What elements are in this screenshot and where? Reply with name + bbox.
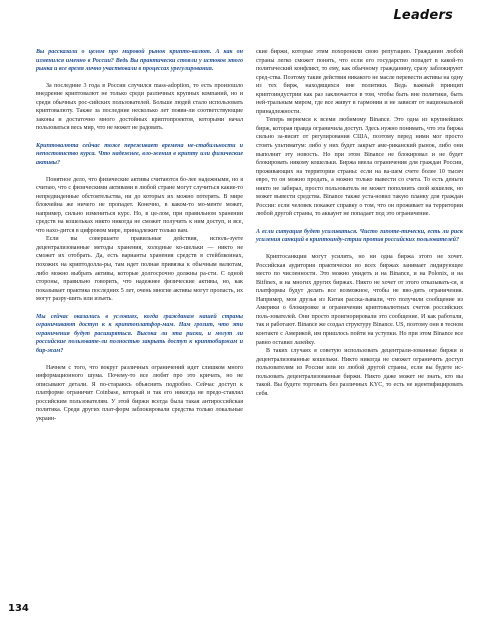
article-column-left <box>36 48 243 423</box>
article-paragraph: За последние 3 года в России случился mass-adoption, то есть произошло внедрение криптовалют не только среди различных крупных компаний, но и среди обычных рос-сийских пользователей. Больше людей стало использовать криптовалюту. Также за последние несколько лет появи-ли соответствующие законы и достаточно много достойных криптопроектов, которыми начал пользоваться весь мир, что не может не радовать. <box>36 82 243 132</box>
article-paragraph: Криптосанкции могут усилить, но ни одна биржа этого не хочет. Российская аудитория практически во всех биржах занимает лидирующее место по численности. Это можно увидеть и на Binance, и на Polonix, и на Bitfinex, и на многих других биржах. Никто не хочет от этого отказывать-ся, я платформы будут делать все возможное, чтобы не вво-дить ограничения. Например, мои друзья из Китая расска-зывали, что получили сообщение из Америки о блокировке и ограничении криптовалютных счетов российских поль-зователей. Они просто проигнорировали это сообщение. И как работали, так и работают. Binance же создал структуру Binance. US, поэтому они в тесном контакте с Америкой, им пришлось пойти на уступки. Но при этом Binance все равно оставил лазейку. <box>256 254 463 346</box>
article-paragraph: ские биржи, которые этим похоронили свою репутацию. Гражданин любой страны легко сможет понять, что если его государство попадет в какой-то политический конфликт, то ему, как обычному гражданину, сразу заблокируют сред-ства. Поэтому такие действия никакого не масле перевести активы на одну из тех бирж, находящихся вне политики. Ведь важный принцип криптоиндустрии как раз заключается в том, чтобы быть вне политики, быть ней-тральным миром, где все живут в гармонии и не зависят от национальной принадлежности. <box>256 49 463 115</box>
article-paragraph: Если вы совершаете правильные действия, исполь-зуете децентрализованные методы хранения, холодные ко-шельки — никто не сможет их отобрать. Да, есть варианты хранения средств в стейблкоинах, похожих на криптодолла-ры, там идет полная привязка к обычным валютам, либо можно выбрать активы, которые долгосрочно должны ра-сти. С одной стороны, правильно говорить, что надежнее физические активы, но, как показывает практика последних 5 лет, очень многие активы могут пропасть, их могут разру-шить или изъять. <box>36 236 243 303</box>
article-column-right <box>256 48 463 398</box>
page-number: 134 <box>8 603 29 614</box>
article-paragraph: В таких случаях я советую использовать децентрали-зованные биржи и децентрализованные кошельки. Никто никогда не сможет ограничить доступ пользователям из России или из любой другой страны, если вы будете ис-пользовать децентрализованные биржи. Никто даже может не знать, кто вы такой. Вы будете торговать без различных KYC, то есть не идентифицировать себя. <box>256 348 463 397</box>
interview-question: Мы сейчас оказались в условиях, когда гражданам нашей страны ограничивают доступ к к криптоплатфор-мам. Нам грозит, что эти ограничения будут расширяться. Высока ли эта риски, и могут ли российские пользовате-ли полностью закрыть доступ к криптобиржам и бир-жам? <box>36 313 243 354</box>
brand-logo: Leaders <box>393 8 453 23</box>
interview-question: А если ситуация будет усиливаться. Чисто гипоте-тически, есть ли риск усиления санкций в криптоинду-стрии против российских пользователей? <box>256 228 463 244</box>
article-paragraph: Понятное дело, что физические активы считаются бо-лее надежными, но я считаю, что с физическими активами в любой стране могут случиться какие-то непредвиденные обстоятельства, ни до которых их можно потерять. В мире блокчейна же ничего не пропадет. Конечно, в каком-то мо-менте может, например, сильно измениться курс. Но, в це-лом, при правильном хранении средств на кошельках никто никогда не сможет получить к ним доступ, и все, что нахо-дится в цифровом мире, принадлежит только вам. <box>36 176 243 234</box>
article-paragraph: Начнем с того, что вокруг различных ограничений идет слишком много информационного шума. Почему-то все любят про это кричать, но не описывают детали. Я по-стараюсь объяснить подробно. Сейчас доступ к платформе ограничит Coinbase, который и так его никогда не предо-ставлял российским пользователям. У этой биржи всегда была такая антироссийская политика. Среди других плат-форм заблокировали средства только локальные украин- <box>36 364 243 422</box>
interview-question: Криптовалюта сейчас тоже переживает времена не-стабильности и непостоянство курса. Что надежнее, вло-жения в крипту или физические активы? <box>36 142 243 167</box>
article-paragraph: Теперь вернемся к всеми любимому Binance. Это одна из крупнейших бирж, которая правда ограничила доступ. Здесь нужно понимать, что эта биржа сильно за-висит от регулирования США, поэтому перед ними мог просто стоять ультиматум: либо у них будет закрыт аме-риканский рынок, либо они выполнят эту новость. Но при этом Binance не блокировал и не будет блокировать никому кошельки. Биржа ввела ограничения для граждан России, проживающих на территории страны: если на ва-шем счете более 10 тысяч евро, то он можно продать, а можно только вывести со счета. То есть деньги никто не забирал, просто пользователь не может пополнить свой кошелек, но может вывести средства. Binance также уста-новил такую планку для граждан России: если человек покажет справку о том, что он проживает на территории любой другой страны, то аккаунт не попадает под это ограничение. <box>256 117 463 218</box>
interview-question: Вы рассказали о целом про мировой рынок крипто-валют. А как он изменился именно в России? Ведь Вы практически стояли у истоков этого рынка и все время лично участвовали в процессах урегулирования. <box>36 49 243 73</box>
